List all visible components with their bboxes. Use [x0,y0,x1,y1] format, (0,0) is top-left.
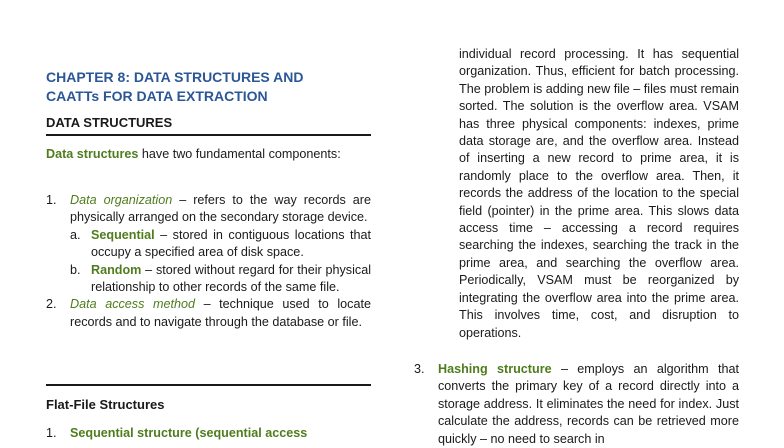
list-item [46,425,371,442]
section-divider [46,384,371,386]
list-subitem-text: – stored without regard for their physical relationship to other records of the same file. [91,262,371,295]
list-item [46,296,371,331]
vsam-paragraph: individual record processing. It has sequential organization. Thus, efficient for batch processing. The problem is adding new file – files must remain sorted. The solution is the overflow area. VSAM has three physical components: indexes, prime data storage are, and the overflow area. Instead of inserting a new record to prime area, it is randomly place to the overflow area. Then, it records the address of the location to the special field (pointer) in the prime area. This slows data access time – accessing a record requires searching the indexes, searching the track in the prime area, and searching the overflow area. Periodically, VSAM must be reorganized by integrating the overflow area into the prime area. This involves time, cost, and disruption to operations. [459,47,739,340]
list-subitem [46,227,371,262]
list-subitem [46,262,371,297]
list-item-number: 1. [46,193,57,207]
list-item-number: 2. [46,297,57,312]
section-title: DATA STRUCTURES [46,114,371,136]
list-subitem-term: Random [91,262,142,277]
list-item [46,192,371,227]
list-subitem-letter: b. [70,262,81,277]
chapter-title [46,68,371,106]
list-item-number: 3. [414,362,425,376]
right-list [414,361,739,448]
list-item-text: – technique used to locate records and to navigate through the database or file. [70,297,371,329]
intro-text: have two fundamental components: [141,147,341,161]
subsection-title: Flat-File Structures [46,397,165,412]
list-item-term: Sequential structure (sequential access [70,426,308,440]
list-item-term: Data access method [70,297,195,312]
list-item [414,361,739,448]
components-list [46,192,371,331]
chapter-title-line-1: CHAPTER 8: DATA STRUCTURES AND [46,69,304,85]
chapter-title-line-2: CAATTs FOR DATA EXTRACTION [46,88,268,104]
list-item-term: Data organization [70,193,173,207]
list-item-term: Hashing structure [438,362,552,376]
list-item-text: – employs an algorithm that converts the primary key of a record directly into a storage address. It eliminates the need for index. Just calculate the address, records can be retrieved more quickly – no need to search in [438,362,739,446]
intro-paragraph [46,146,371,163]
list-subitem-letter: a. [70,227,81,242]
list-subitem-text: – stored in contiguous locations that occupy a specified area of disk space. [91,227,371,260]
list-item-text: – refers to the way records are physically arranged on the secondary storage device. [70,193,371,225]
list-subitem-term: Sequential [91,227,155,242]
intro-term: Data structures [46,147,139,161]
list-item-number: 1. [46,426,57,440]
flat-file-list [46,425,371,442]
